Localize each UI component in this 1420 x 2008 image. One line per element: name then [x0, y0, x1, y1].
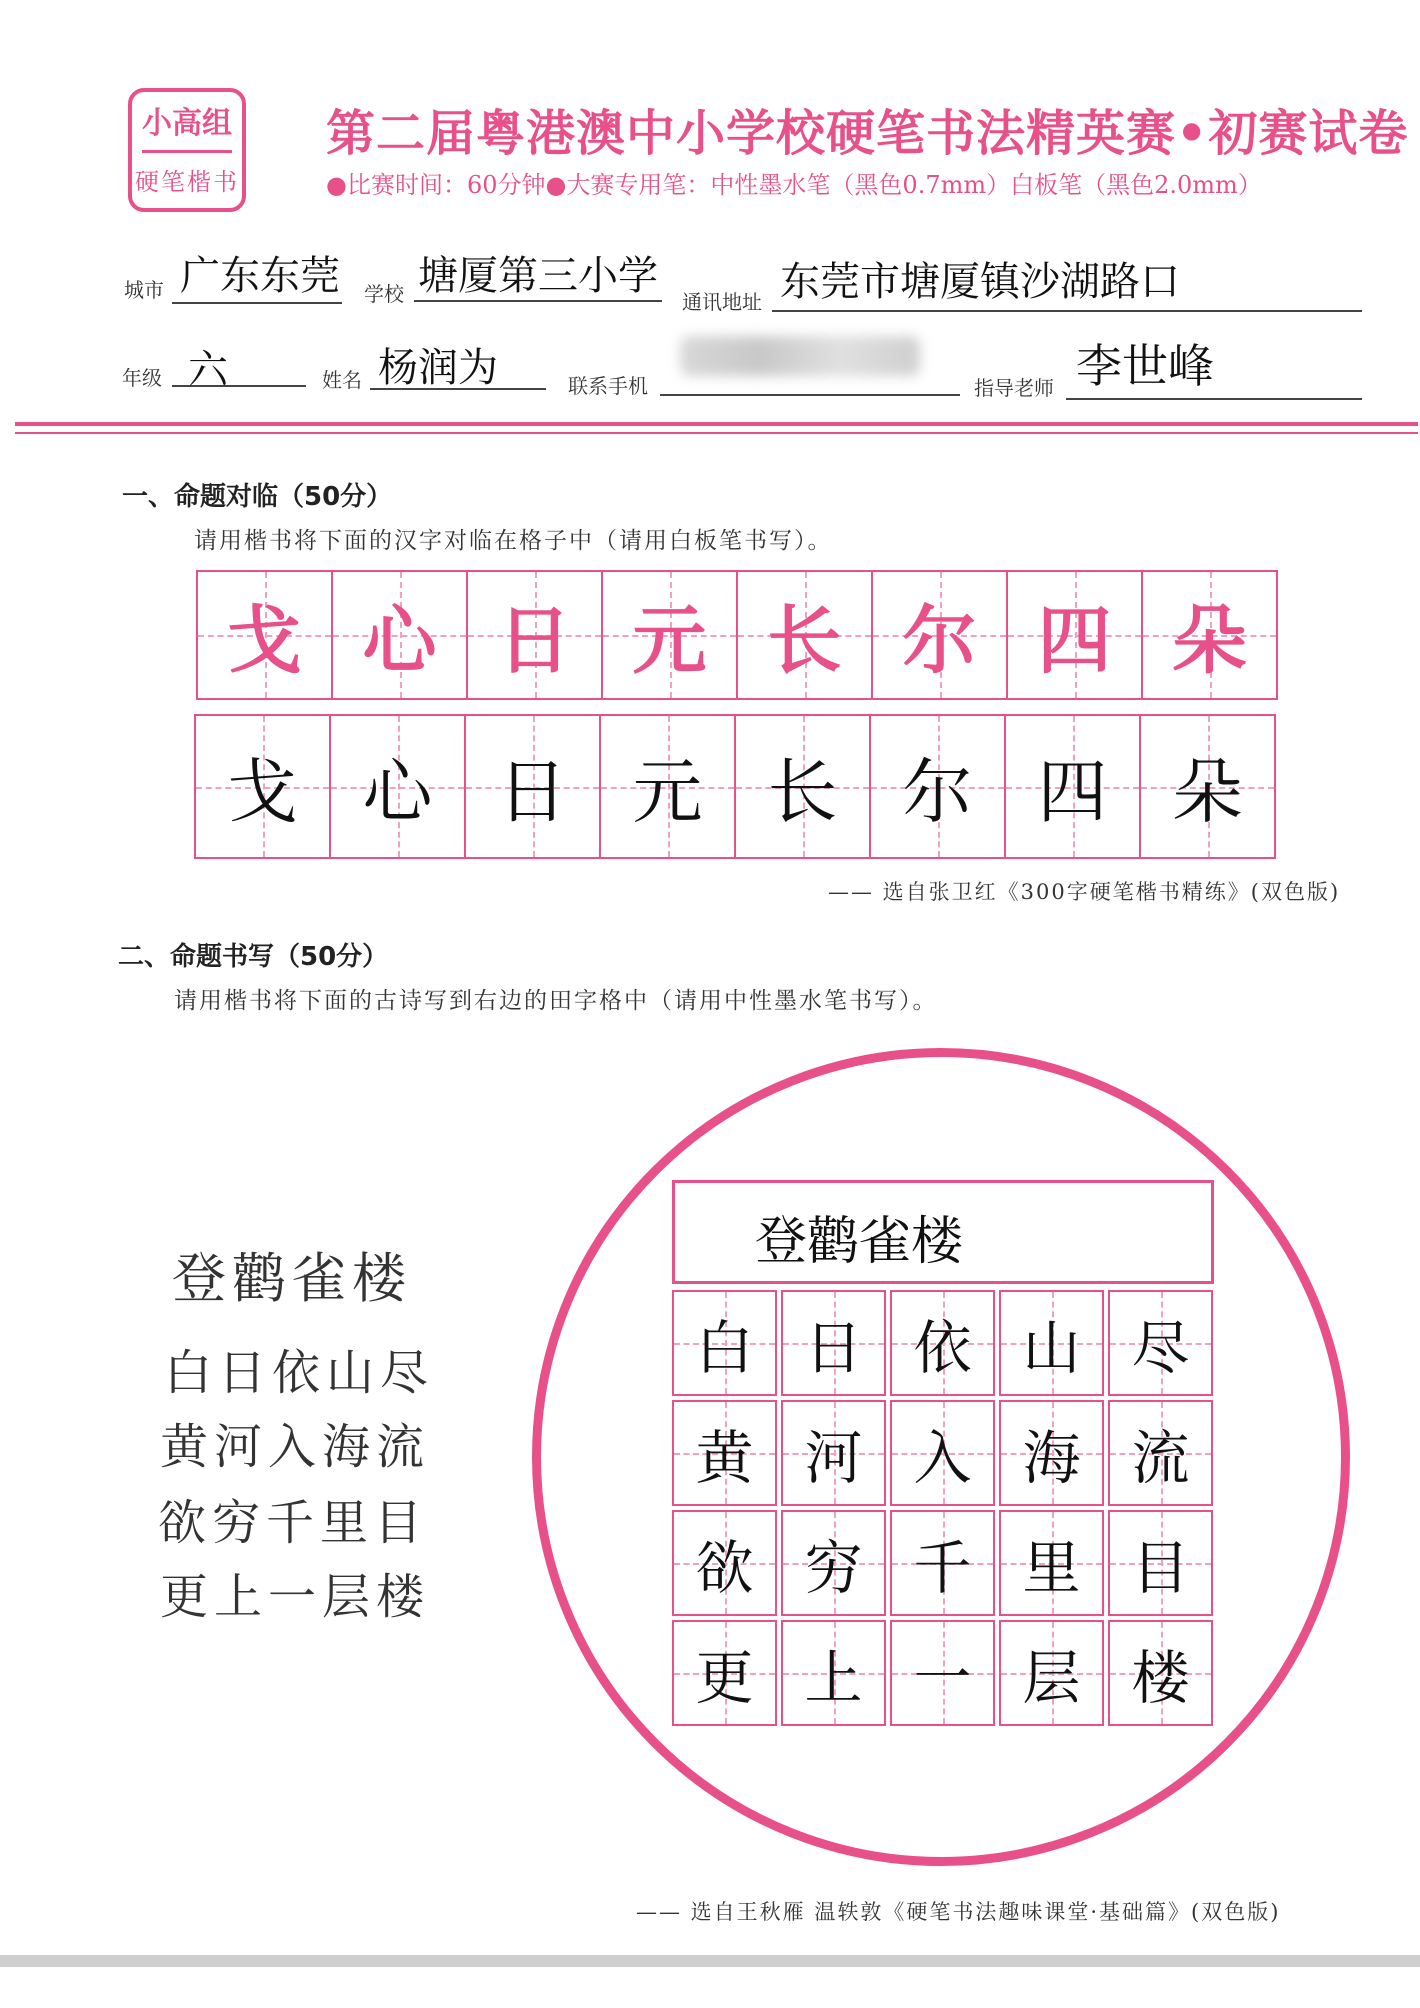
poem-grid-row	[672, 1290, 1217, 1396]
city-label: 城市	[124, 278, 164, 302]
grade-label: 年级	[122, 366, 162, 390]
written-cell[interactable]	[599, 714, 736, 859]
poem-grid-cell[interactable]	[999, 1400, 1104, 1506]
badge-group-label: 小高组	[142, 106, 232, 141]
poem-line: 欲穷千里目	[158, 1495, 429, 1551]
written-poem-title: 登鹳雀楼	[755, 1212, 964, 1272]
poem-grid-char: 入	[913, 1424, 972, 1492]
section1-instruction: 请用楷书将下面的汉字对临在格子中（请用白板笔书写）。	[194, 528, 833, 554]
scan-edge	[0, 1955, 1420, 1967]
model-cell	[736, 570, 873, 700]
poem-grid-cell[interactable]	[672, 1400, 777, 1506]
model-cell	[466, 570, 603, 700]
model-char: 朵	[1172, 598, 1247, 684]
poem-grid-char: 一	[913, 1644, 972, 1712]
city-field[interactable]: 广东东莞	[180, 253, 340, 299]
written-char: 元	[632, 751, 703, 833]
section2-heading: 二、命题书写（50分）	[118, 942, 389, 972]
page-title	[326, 95, 1408, 165]
poem-grid-cell[interactable]	[1108, 1400, 1213, 1506]
title-dot: •	[1176, 105, 1209, 162]
poem-grid-char: 上	[804, 1644, 863, 1712]
divider-thin	[15, 432, 1418, 434]
section2-instruction: 请用楷书将下面的古诗写到右边的田字格中（请用中性墨水笔书写）。	[174, 988, 938, 1014]
poem-grid-cell[interactable]	[999, 1620, 1104, 1726]
poem-grid-char: 里	[1022, 1534, 1081, 1602]
poem-grid-cell[interactable]	[672, 1620, 777, 1726]
model-cell	[1006, 570, 1143, 700]
poem-grid-cell[interactable]	[1108, 1620, 1213, 1726]
poem-title: 登鹳雀楼	[172, 1247, 412, 1310]
poem-grid-char: 海	[1022, 1424, 1081, 1492]
section1-heading: 一、命题对临（50分）	[122, 482, 393, 512]
poem-grid-char: 黄	[695, 1424, 754, 1492]
written-cell[interactable]	[329, 714, 466, 859]
written-char: 戈	[227, 751, 298, 833]
poem-grid-cell[interactable]	[781, 1290, 886, 1396]
model-cell	[331, 570, 468, 700]
model-cell	[196, 570, 333, 700]
written-char: 日	[497, 751, 568, 833]
model-char: 元	[632, 598, 707, 684]
poem-line: 黄河入海流	[160, 1419, 431, 1475]
written-title-box[interactable]	[672, 1180, 1214, 1284]
poem-grid-cell[interactable]	[672, 1510, 777, 1616]
section1-citation: —— 选自张卫红《300字硬笔楷书精练》(双色版)	[828, 880, 1341, 904]
written-cell[interactable]	[194, 714, 331, 859]
poem-grid-row	[672, 1510, 1217, 1616]
model-char: 日	[497, 598, 572, 684]
teacher-line	[1066, 398, 1362, 400]
written-cell[interactable]	[1139, 714, 1276, 859]
written-char: 尔	[902, 751, 973, 833]
phone-label: 联系手机	[568, 374, 648, 398]
poem-grid-cell[interactable]	[781, 1400, 886, 1506]
title-suffix: 初赛试卷	[1208, 105, 1409, 162]
model-char: 心	[362, 598, 437, 684]
poem-grid-char: 流	[1131, 1424, 1190, 1492]
model-char: 四	[1037, 598, 1112, 684]
name-field[interactable]: 杨润为	[378, 345, 498, 391]
poem-grid-char: 山	[1022, 1314, 1081, 1382]
title-main: 第二届粤港澳中小学校硬笔书法精英赛	[326, 105, 1177, 162]
school-label: 学校	[364, 282, 404, 306]
written-char: 心	[362, 751, 433, 833]
address-field[interactable]: 东莞市塘厦镇沙湖路口	[780, 259, 1180, 305]
exam-info: ●比赛时间：60分钟●大赛专用笔：中性墨水笔（黑色0.7mm）白板笔（黑色2.0mm）	[326, 171, 1262, 199]
poem-grid-row	[672, 1400, 1217, 1506]
poem-grid-row	[672, 1620, 1217, 1726]
model-cell	[1141, 570, 1278, 700]
poem-grid-char: 欲	[695, 1534, 754, 1602]
poem-grid-cell[interactable]	[890, 1510, 995, 1616]
poem-grid-char: 千	[913, 1534, 972, 1602]
model-char: 长	[767, 598, 842, 684]
poem-grid-char: 穷	[804, 1534, 863, 1602]
grade-field[interactable]: 六	[188, 347, 228, 393]
written-cell[interactable]	[464, 714, 601, 859]
section2-citation: —— 选自王秋雁 温轶敦《硬笔书法趣味课堂·基础篇》(双色版)	[636, 1900, 1281, 1924]
poem-grid-char: 更	[695, 1644, 754, 1712]
poem-grid-char: 白	[695, 1314, 754, 1382]
written-char: 朵	[1172, 751, 1243, 833]
poem-line: 更上一层楼	[160, 1569, 431, 1625]
written-char: 四	[1037, 751, 1108, 833]
written-cell[interactable]	[869, 714, 1006, 859]
poem-grid-char: 日	[804, 1314, 863, 1382]
poem-grid-cell[interactable]	[672, 1290, 777, 1396]
badge-category-label: 硬笔楷书	[135, 168, 239, 196]
written-cell[interactable]	[734, 714, 871, 859]
model-cell	[871, 570, 1008, 700]
address-line	[772, 310, 1362, 312]
written-char: 长	[767, 751, 838, 833]
badge-divider	[142, 150, 232, 153]
poem-grid-cell[interactable]	[1108, 1290, 1213, 1396]
school-field[interactable]: 塘厦第三小学	[418, 253, 658, 299]
poem-line: 白日依山尽	[164, 1345, 435, 1401]
poem-grid-cell[interactable]	[1108, 1510, 1213, 1616]
poem-grid-cell[interactable]	[999, 1290, 1104, 1396]
group-badge	[128, 88, 246, 212]
teacher-label: 指导老师	[974, 376, 1054, 400]
poem-grid-char: 楼	[1131, 1644, 1190, 1712]
city-line	[172, 302, 342, 304]
poem-grid-char: 依	[913, 1314, 972, 1382]
written-cell[interactable]	[1004, 714, 1141, 859]
phone-field-redacted[interactable]	[680, 336, 920, 376]
poem-grid-cell[interactable]	[890, 1620, 995, 1726]
poem-grid-cell[interactable]	[890, 1400, 995, 1506]
poem-grid-char: 尽	[1131, 1314, 1190, 1382]
written-char-row	[194, 714, 1274, 859]
poem-grid-char: 河	[804, 1424, 863, 1492]
address-label: 通讯地址	[682, 290, 762, 314]
poem-grid-cell[interactable]	[999, 1510, 1104, 1616]
poem-grid-char: 目	[1131, 1534, 1190, 1602]
poem-grid-char: 层	[1022, 1644, 1081, 1712]
poem-grid-cell[interactable]	[781, 1510, 886, 1616]
model-cell	[601, 570, 738, 700]
model-char: 戈	[227, 598, 302, 684]
name-label: 姓名	[322, 368, 362, 392]
poem-grid-cell[interactable]	[890, 1290, 995, 1396]
divider-thick	[15, 422, 1418, 426]
model-char-row	[196, 570, 1276, 700]
phone-line	[660, 394, 960, 396]
teacher-field[interactable]: 李世峰	[1076, 339, 1214, 393]
model-char: 尔	[902, 598, 977, 684]
poem-grid-cell[interactable]	[781, 1620, 886, 1726]
